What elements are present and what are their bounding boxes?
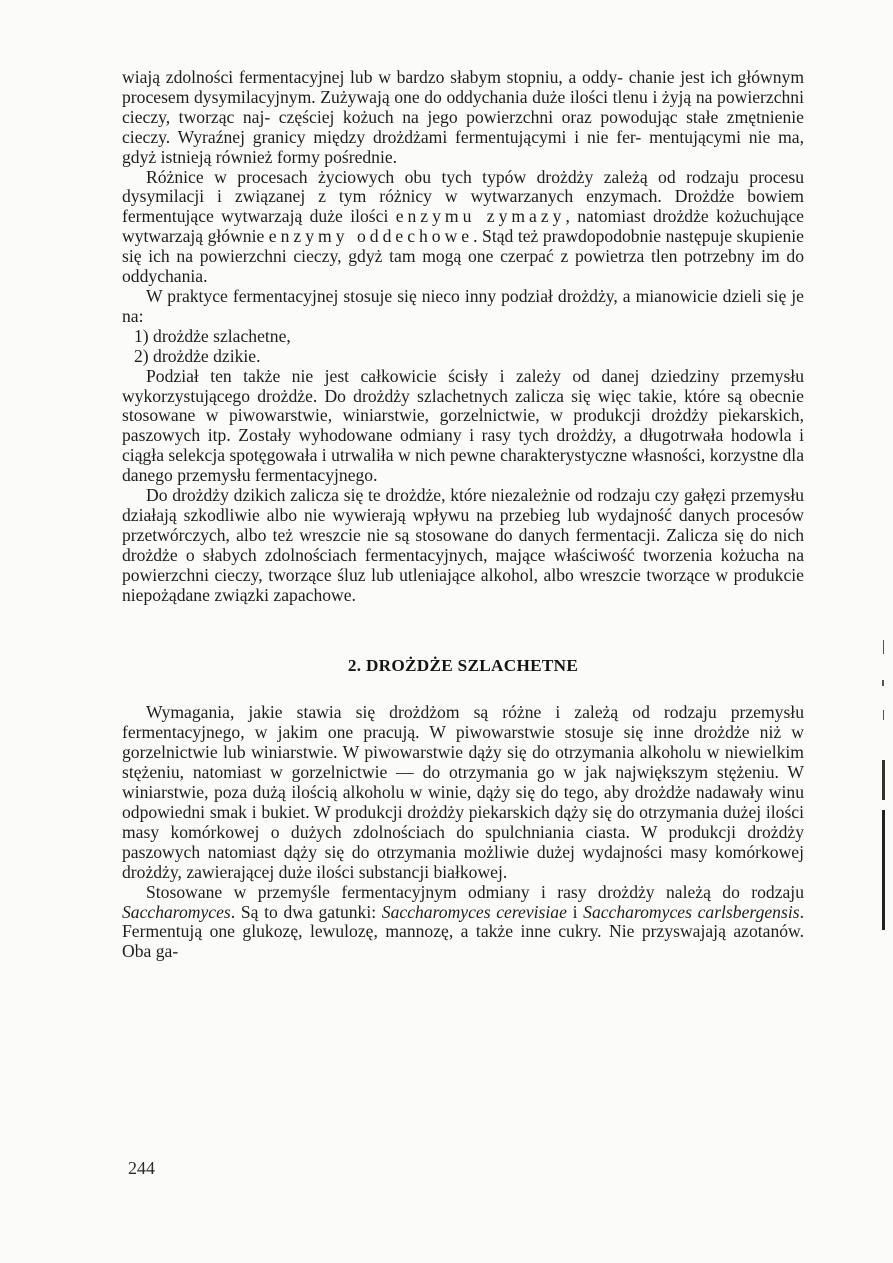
text-run: Stosowane w przemyśle fermentacyjnym odmiany i rasy drożdży należą do rodzaju	[146, 881, 804, 902]
text-run: , natomiast drożdże kożuchujące wytwarzają głównie	[122, 206, 804, 247]
paragraph-species	[122, 883, 804, 963]
text-line: cieczy. Wyraźnej granicy między drożdżami fermentującymi i nie fer-	[122, 126, 642, 147]
paragraph-requirements: Wymagania, jakie stawia się drożdżom są różne i zależą od rodzaju przemysłu fermentacyjnego, w jakim one pracują. W piwowarstwie stosuje się inne drożdże niż w gorzelnictwie lub winiarstwie. W piwowarstwie dąży się do otrzymania alkoholu w niewielkim stężeniu, natomiast w gorzelnictwie — do otrzymania go w jak największym stężeniu. W winiarstwie, poza dużą ilością alkoholu w winie, dąży się do tego, aby drożdże nadawały winu odpowiedni smak i bukiet. W produkcji drożdży piekarskich dąży się do otrzymania dużej ilości masy komórkowej o dużych zdolnościach do spulchniania ciasta. W produkcji drożdży paszowych natomiast dąży się do otrzymania możliwie dużej wydajności masy komórkowej drożdży, zawierającej duże ilości substancji białkowej.	[122, 702, 804, 882]
page-number: 244	[128, 1158, 155, 1178]
text-line: mentującymi nie ma, gdyż istnieją również formy pośrednie.	[122, 126, 804, 167]
spaced-term-respiratory: enzymy oddechowe	[268, 226, 474, 247]
genus-name: Saccharomyces	[122, 901, 231, 922]
text-run: i	[566, 901, 584, 922]
text-line: chanie jest ich głównym procesem dysymilacyjnym. Zużywają one do	[122, 67, 804, 107]
text-run: . Stąd też prawdopodobnie następuje skupienie się ich na powierzchni cieczy, gdyż tam mogą one czerpać z powietrza tlen potrzebny im do oddychania.	[122, 226, 804, 287]
species-name: Saccharomyces carlsbergensis	[583, 901, 800, 922]
text-line: wiają zdolności fermentacyjnej lub w bardzo słabym stopniu, a oddy-	[122, 67, 624, 87]
spaced-term-zymase: enzymu zymazy	[395, 206, 566, 227]
list-item: 1) drożdże szlachetne,	[134, 325, 291, 346]
page-body	[122, 68, 804, 962]
text-run: . Są to dwa gatunki:	[230, 901, 382, 922]
list-item: 2) drożdże dzikie.	[134, 345, 261, 366]
paragraph-wild-yeasts: Do drożdży dzikich zalicza się te drożdże, które niezależnie od rodzaju czy gałęzi przemysłu działają szkodliwie albo nie wywierają wpływu na przebieg lub wydajność danych procesów przetwórczych, albo też wreszcie nie są stosowane do danych fermentacji. Zalicza się do nich drożdże o słabych zdolnościach fermentacyjnych, mające właściwość tworzenia kożucha na powierzchni cieczy, tworzące śluz lub utleniające alkohol, albo wreszcie tworzące w produkcie niepożądane związki zapachowe.	[122, 485, 804, 605]
text-line: częściej kożuch na jego powierzchni oraz powodując stałe zmętnienie	[278, 106, 804, 127]
paragraph-enzymes	[122, 168, 804, 287]
text-line: oddychania duże ilości tlenu i żyją na powierzchni cieczy, tworząc naj-	[122, 86, 804, 127]
scan-edge-artifact	[880, 640, 888, 940]
species-name: Saccharomyces cerevisiae	[381, 901, 567, 922]
paragraph-continuation	[122, 68, 804, 168]
text-run: . Fermentują one glukozę, lewulozę, mannozę, a także inne cukry. Nie przyswajają azotanów. Oba ga-	[122, 901, 804, 962]
text-run: Różnice w procesach życiowych obu tych typów drożdży zależą od rodzaju procesu dysymilacji i związanej z tym różnicy w wytwarzanych enzymach. Drożdże bowiem fermentujące wytwarzają duże ilości	[122, 166, 804, 227]
section-heading: 2. DROŻDŻE SZLACHETNE	[347, 656, 579, 676]
paragraph-practical-division: W praktyce fermentacyjnej stosuje się nieco inny podział drożdży, a mianowicie dzieli się je na:	[122, 285, 804, 326]
paragraph-noble-yeasts: Podział ten także nie jest całkowicie ścisły i zależy od danej dziedziny przemysłu wykorzystującego drożdże. Do drożdży szlachetnych zalicza się więc takie, które są obecnie stosowane w piwowarstwie, winiarstwie, gorzelnictwie, w produkcji drożdży piekarskich, paszowych itp. Zostały wyhodowane odmiany i rasy tych drożdży, a długotrwała hodowla i ciągła selekcja spotęgowała i utrwaliła w nich pewne charakterystyczne własności, korzystne dla danego przemysłu fermentacyjnego.	[122, 365, 804, 486]
